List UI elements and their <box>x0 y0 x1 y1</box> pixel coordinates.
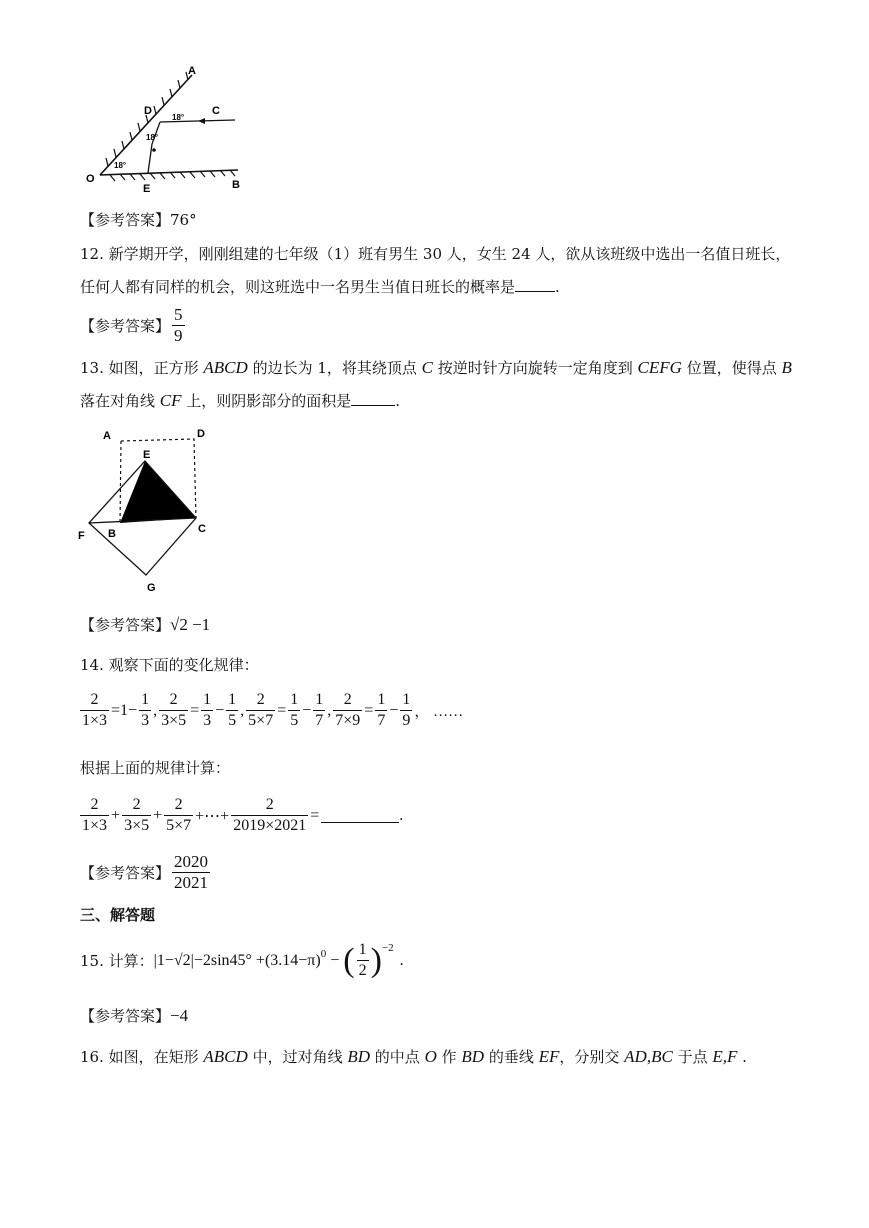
operator: − <box>389 701 399 719</box>
q16-text: 的垂线 <box>484 1048 539 1066</box>
fraction-numerator: 5 <box>174 305 183 324</box>
comma: , <box>240 701 245 719</box>
q16-text: 中，过对角线 <box>247 1048 348 1066</box>
answer-label: 【参考答案】 <box>80 316 171 335</box>
q16-var-bd: BD <box>461 1047 485 1066</box>
fraction-denominator: 2 <box>358 962 367 979</box>
answer-label: 【参考答案】 <box>80 863 171 882</box>
q13-var-b: B <box>781 358 792 377</box>
fraction-numerator: 2 <box>90 691 99 708</box>
q14-answer <box>80 852 212 893</box>
label-c: C <box>212 105 220 117</box>
q15-expression: |1−√2|−2sin45° +(3.14−π) <box>153 951 321 969</box>
q16-var-abcd: ABCD <box>203 1047 248 1066</box>
fraction-denominator: 3×5 <box>161 712 187 729</box>
q11-answer <box>80 210 197 230</box>
angle-label-cd: 18° <box>172 113 185 122</box>
q13-text: 的边长为 1，将其绕顶点 <box>247 359 422 377</box>
fraction-numerator: 1 <box>203 691 212 708</box>
ellipsis: ， …… <box>414 704 464 720</box>
q14-answer-fraction <box>172 852 210 893</box>
q13-text: 13. 如图，正方形 <box>80 359 204 377</box>
fraction-numerator: 2 <box>132 796 141 813</box>
comma: , <box>153 701 158 719</box>
q16-text: . <box>737 1048 747 1066</box>
q14-pattern-row <box>78 690 463 731</box>
q12-line-1: 12. 新学期开学，刚刚组建的七年级（1）班有男生 30 人，女生 24 人，欲从该班级中选出一名值日班长， <box>80 245 791 263</box>
q13-text: 按逆时针方向旋转一定角度到 <box>433 359 638 377</box>
fraction-denominator: 3×5 <box>124 817 150 834</box>
q13-var-cefg: CEFG <box>637 358 682 377</box>
q15-line <box>80 940 404 981</box>
q13-text: 位置，使得点 <box>681 359 782 377</box>
q14-sum-row <box>78 795 403 836</box>
fraction-denominator: 1×3 <box>82 817 108 834</box>
answer-label: 【参考答案】 <box>80 616 171 634</box>
operator: = <box>190 701 200 719</box>
fraction-numerator: 1 <box>290 691 299 708</box>
q13-var-c: C <box>421 358 433 377</box>
period: . <box>399 806 404 824</box>
label-d: D <box>144 105 152 117</box>
q16-var-bd: BD <box>347 1047 371 1066</box>
q12-period: . <box>555 278 560 296</box>
section-heading: 三、解答题 <box>80 906 156 924</box>
answer-label: 【参考答案】 <box>80 211 171 229</box>
q16-text: 于点 <box>672 1048 713 1066</box>
fraction-denominator: 3 <box>141 712 150 729</box>
fraction-denominator: 5 <box>228 712 237 729</box>
q13-var-cf: CF <box>159 391 182 410</box>
operator: − <box>302 701 312 719</box>
angle-label-o: 18° <box>114 161 127 170</box>
fraction-denominator: 2019×2021 <box>233 817 307 834</box>
operator: +⋯+ <box>195 807 230 825</box>
fraction-numerator: 1 <box>315 691 324 708</box>
fraction-numerator: 2 <box>256 691 265 708</box>
q16-line <box>80 1047 747 1067</box>
reflection-angle-figure <box>80 62 270 197</box>
paren: ( <box>343 941 355 979</box>
operator: = <box>277 701 287 719</box>
q12-answer-fraction <box>172 305 185 346</box>
angle-label-de: 18° <box>146 133 159 142</box>
q16-text: 16. 如图，在矩形 <box>80 1048 204 1066</box>
q13-answer <box>80 615 210 635</box>
comma: , <box>327 701 332 719</box>
label-c: C <box>198 523 206 535</box>
label-b: B <box>108 528 116 540</box>
operator: = <box>310 806 320 824</box>
fraction-numerator: 1 <box>141 691 150 708</box>
fraction-numerator: 2 <box>343 691 352 708</box>
operator: =1− <box>111 701 138 719</box>
exponent: −2 <box>381 942 394 954</box>
operator: + <box>153 806 163 824</box>
fraction-numerator: 2 <box>169 691 178 708</box>
fraction-denominator: 5×7 <box>166 817 192 834</box>
q13-var-abcd: ABCD <box>203 358 248 377</box>
fraction-denominator: 7 <box>377 712 386 729</box>
answer-label: 【参考答案】 <box>80 1007 171 1025</box>
q16-text: ，分别交 <box>559 1048 625 1066</box>
operator: + <box>111 806 121 824</box>
operator: − <box>330 951 340 969</box>
q15-prefix: 15. 计算： <box>80 951 154 970</box>
q12-line-2 <box>80 277 560 297</box>
fraction-denominator: 3 <box>203 712 212 729</box>
q13-text: 上，则阴影部分的面积是 <box>181 392 352 410</box>
q12-line-2-text: 任何人都有同样的机会，则这班选中一名男生当值日班长的概率是 <box>80 278 516 296</box>
label-a: A <box>188 65 196 77</box>
label-d: D <box>197 428 205 440</box>
answer-blank <box>321 808 399 823</box>
operator: − <box>215 701 225 719</box>
exponent: 0 <box>320 948 327 960</box>
fraction-numerator: 1 <box>402 691 411 708</box>
label-e: E <box>143 183 151 195</box>
q16-text: 作 <box>436 1048 462 1066</box>
answer-blank <box>515 277 555 292</box>
paren: ) <box>370 941 382 979</box>
q11-answer-value: 76° <box>170 211 197 229</box>
q13-line-2 <box>80 391 400 411</box>
q12-answer <box>80 305 187 346</box>
fraction-numerator: 1 <box>228 691 237 708</box>
q14-mid: 根据上面的规律计算： <box>80 759 231 777</box>
label-o: O <box>86 173 95 185</box>
fraction-denominator: 7×9 <box>335 712 361 729</box>
label-b: B <box>232 179 240 191</box>
fraction-numerator: 2020 <box>174 852 209 871</box>
answer-blank <box>351 391 395 406</box>
fraction-numerator: 1 <box>358 941 367 958</box>
fraction-denominator: 9 <box>402 712 411 729</box>
fraction-denominator: 5×7 <box>248 712 274 729</box>
q13-text: 落在对角线 <box>80 392 160 410</box>
q16-var-ef: EF <box>538 1047 560 1066</box>
period: . <box>399 951 404 969</box>
q15-answer-value: −4 <box>170 1006 189 1025</box>
q14-intro: 14. 观察下面的变化规律： <box>80 656 259 674</box>
q13-line-1 <box>80 358 792 378</box>
q13-answer-value: √2 −1 <box>170 615 211 634</box>
fraction-numerator: 2 <box>174 796 183 813</box>
operator: = <box>364 701 374 719</box>
fraction-numerator: 2 <box>265 796 274 813</box>
label-f: F <box>78 530 85 542</box>
q16-var-o: O <box>424 1047 437 1066</box>
label-a: A <box>103 430 111 442</box>
fraction-denominator: 2021 <box>174 873 209 892</box>
q13-period: . <box>395 392 401 410</box>
fraction-numerator: 1 <box>377 691 386 708</box>
label-e: E <box>143 449 151 461</box>
fraction-numerator: 2 <box>90 796 99 813</box>
q16-text: 的中点 <box>370 1048 425 1066</box>
rotated-square-figure <box>75 425 225 595</box>
q16-var-ad-bc: AD,BC <box>624 1047 673 1066</box>
fraction-denominator: 1×3 <box>82 712 108 729</box>
q16-var-e-f: E,F <box>712 1047 738 1066</box>
fraction-denominator: 7 <box>315 712 324 729</box>
label-g: G <box>147 582 156 594</box>
q15-answer <box>80 1006 188 1026</box>
fraction-denominator: 5 <box>290 712 299 729</box>
fraction-denominator: 9 <box>174 326 183 345</box>
